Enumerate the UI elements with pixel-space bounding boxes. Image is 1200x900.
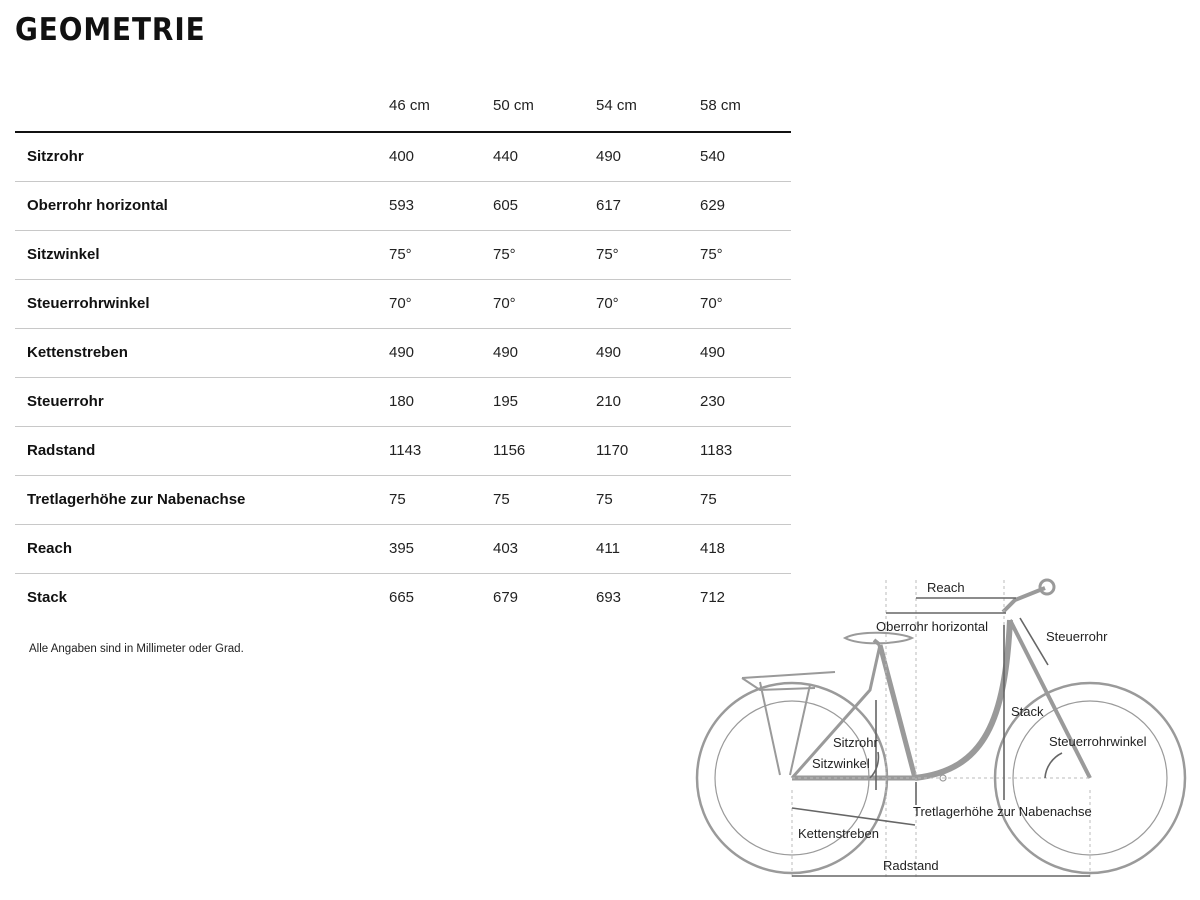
diagram-label-chainstay: Kettenstreben [798,826,879,841]
size-header: 46 cm [389,97,430,114]
row-value: 1143 [389,442,422,459]
diagram-label-wheelbase: Radstand [883,858,939,873]
row-value: 629 [700,197,726,214]
table-row [15,525,791,574]
table-row [15,280,791,329]
row-value: 70° [493,295,516,312]
size-header: 58 cm [700,97,741,114]
table-row [15,133,791,182]
diagram-label-seat-tube: Sitzrohr [833,735,878,750]
diagram-label-seat-angle: Sitzwinkel [812,756,870,771]
row-value: 75° [596,246,619,263]
row-value: 180 [389,393,415,410]
frame-downtube [915,620,1010,778]
table-row [15,182,791,231]
diagram-label-stack: Stack [1011,704,1044,719]
row-label: Reach [27,540,73,557]
table-row [15,427,791,476]
row-value: 490 [700,344,726,361]
row-value: 403 [493,540,519,557]
row-label: Tretlagerhöhe zur Nabenachse [27,491,246,508]
diagram-label-reach: Reach [927,580,965,595]
row-value: 693 [596,589,622,606]
size-header: 50 cm [493,97,534,114]
row-value: 70° [596,295,619,312]
row-value: 75° [389,246,412,263]
table-row [15,329,791,378]
row-label: Sitzrohr [27,148,84,165]
table-row [15,231,791,280]
row-label: Steuerrohr [27,393,104,410]
row-value: 75 [493,491,510,508]
table-row [15,574,791,622]
row-label: Radstand [27,442,96,459]
row-value: 1170 [596,442,629,459]
row-value: 75 [389,491,406,508]
row-value: 490 [596,344,622,361]
row-value: 411 [596,540,620,557]
size-header: 54 cm [596,97,637,114]
row-value: 395 [389,540,415,557]
row-value: 75 [596,491,613,508]
diagram-label-bb-drop: Tretlagerhöhe zur Nabenachse [913,804,1092,819]
row-value: 679 [493,589,519,606]
stem-handlebar [1003,588,1045,612]
row-value: 490 [389,344,415,361]
table-row [15,378,791,427]
row-value: 712 [700,589,726,606]
page-title: GEOMETRIE [15,12,206,48]
row-value: 617 [596,197,622,214]
row-label: Stack [27,589,68,606]
row-value: 210 [596,393,622,410]
row-value: 490 [596,148,622,165]
row-value: 70° [389,295,412,312]
bike-geometry-diagram [690,570,1200,900]
row-value: 1156 [493,442,526,459]
row-value: 490 [493,344,519,361]
table-header-row [15,82,791,133]
row-value: 400 [389,148,415,165]
table-row [15,476,791,525]
row-label: Steuerrohrwinkel [27,295,150,312]
diagram-label-head-tube: Steuerrohr [1046,629,1108,644]
row-value: 230 [700,393,726,410]
geometry-table [15,82,791,622]
row-value: 440 [493,148,519,165]
row-value: 418 [700,540,726,557]
row-label: Oberrohr horizontal [27,197,168,214]
row-value: 75° [493,246,516,263]
row-value: 195 [493,393,519,410]
row-label: Sitzwinkel [27,246,100,263]
handlebar-grip [1040,580,1054,594]
table-body [15,133,791,622]
row-value: 1183 [700,442,733,459]
diagram-label-head-angle: Steuerrohrwinkel [1049,734,1147,749]
row-value: 605 [493,197,519,214]
row-value: 75 [700,491,717,508]
footnote: Alle Angaben sind in Millimeter oder Grad. [29,643,244,655]
diagram-label-top-tube: Oberrohr horizontal [876,619,988,634]
row-label: Kettenstreben [27,344,128,361]
row-value: 665 [389,589,415,606]
row-value: 75° [700,246,723,263]
row-value: 540 [700,148,726,165]
row-value: 70° [700,295,723,312]
row-value: 593 [389,197,415,214]
